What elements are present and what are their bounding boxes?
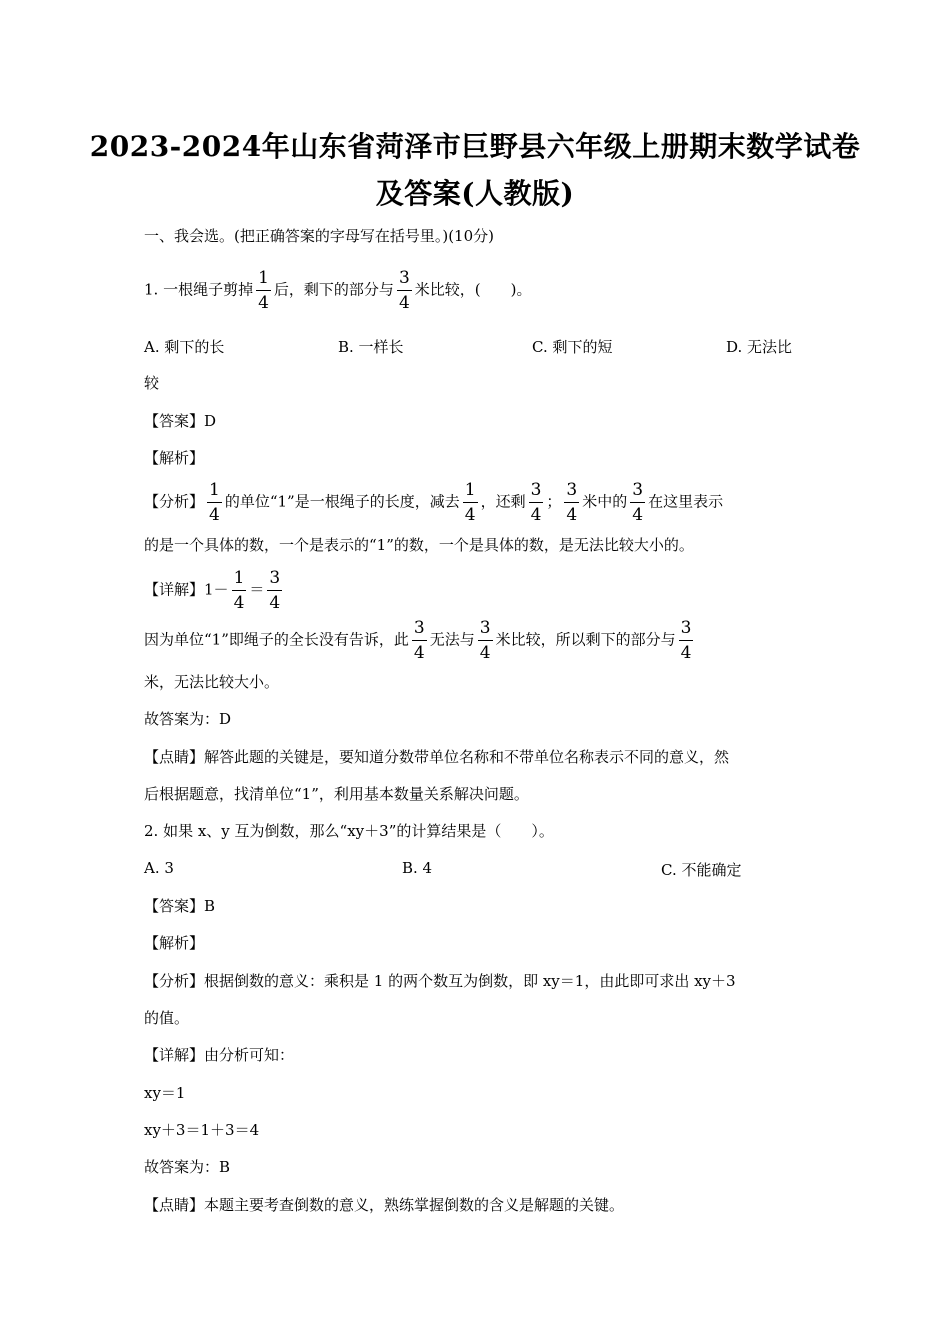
q2-option-b: B. 4 xyxy=(402,859,433,877)
fraction-denominator: 4 xyxy=(398,293,410,313)
q1-option-d-wrap: 较 xyxy=(144,374,160,392)
fraction-numerator: 3 xyxy=(479,618,491,638)
fraction-denominator: 4 xyxy=(632,505,644,525)
section-heading: 一、我会选。(把正确答案的字母写在括号里。)(10分) xyxy=(144,227,494,245)
q1-analysis-line-2: 的是一个具体的数，一个是表示的“1”的数，一个是具体的数，是无法比较大小的。 xyxy=(144,536,694,554)
fraction-denominator: 4 xyxy=(566,505,578,525)
q2-conclusion: 故答案为：B xyxy=(144,1158,231,1176)
q1-stem-prefix: 1. 一根绳子剪掉 xyxy=(144,280,254,299)
q1-conclusion: 故答案为：D xyxy=(144,710,232,728)
fraction-one-fourth xyxy=(207,480,222,525)
q2-option-a: A. 3 xyxy=(144,859,174,877)
fraction-one-fourth xyxy=(463,480,478,525)
fraction-numerator: 1 xyxy=(233,568,245,588)
q2-comment: 【点睛】本题主要考查倒数的意义，熟练掌握倒数的含义是解题的关键。 xyxy=(144,1196,625,1214)
q2-analysis-label: 【解析】 xyxy=(144,934,205,952)
fraction-numerator: 3 xyxy=(530,480,542,500)
fraction-one-fourth xyxy=(232,568,247,613)
fraction-denominator: 4 xyxy=(479,643,491,663)
fraction-three-fourths xyxy=(478,618,493,663)
q1-stem xyxy=(144,268,531,313)
fraction-numerator: 1 xyxy=(258,268,269,288)
q2-stem: 2. 如果 x、y 互为倒数，那么“xy＋3”的计算结果是（ ）。 xyxy=(144,822,554,840)
detail-text: ＝ xyxy=(249,580,265,599)
fraction-numerator: 1 xyxy=(209,480,220,500)
analysis-text: ； xyxy=(546,492,562,511)
detail-text: 米比较，所以剩下的部分与 xyxy=(495,630,676,649)
fraction-denominator: 4 xyxy=(464,505,476,525)
q1-answer: 【答案】D xyxy=(144,412,217,430)
detail-text: 1－ xyxy=(204,580,229,599)
fraction-numerator: 1 xyxy=(464,480,476,500)
document-title-line-1: 2023-2024年山东省菏泽市巨野县六年级上册期末数学试卷 xyxy=(89,130,861,163)
fraction-numerator: 3 xyxy=(632,480,644,500)
detail-text: 无法与 xyxy=(429,630,475,649)
fraction-three-fourths xyxy=(267,568,282,613)
q1-detail-line-1 xyxy=(144,568,285,613)
fraction-three-fourths xyxy=(564,480,579,525)
fraction-denominator: 4 xyxy=(209,505,220,525)
q1-analysis-line-1 xyxy=(144,480,723,525)
q1-comment-line-1: 【点睛】解答此题的关键是，要知道分数带单位名称和不带单位名称表示不同的意义，然 xyxy=(144,748,730,766)
fraction-numerator: 3 xyxy=(398,268,410,288)
fraction-three-fourths xyxy=(529,480,544,525)
detail-text: 因为单位“1”即绳子的全长没有告诉，此 xyxy=(144,630,409,649)
q1-comment-line-2: 后根据题意，找清单位“1”，利用基本数量关系解决问题。 xyxy=(144,785,529,803)
q1-analysis-label: 【解析】 xyxy=(144,449,205,467)
fraction-denominator: 4 xyxy=(269,593,281,613)
analysis-text: 在这里表示 xyxy=(648,492,724,511)
fraction-denominator: 4 xyxy=(233,593,245,613)
q1-option-c: C. 剩下的短 xyxy=(532,338,613,356)
q1-stem-suffix: 米比较，( )。 xyxy=(414,280,532,299)
fraction-numerator: 3 xyxy=(413,618,425,638)
detail-label: 【详解】 xyxy=(144,580,205,599)
fraction-denominator: 4 xyxy=(258,293,269,313)
fraction-three-fourths xyxy=(412,618,427,663)
q1-detail-line-3: 米，无法比较大小。 xyxy=(144,673,280,691)
q2-analysis-line-2: 的值。 xyxy=(144,1009,190,1027)
q2-option-c: C. 不能确定 xyxy=(661,861,742,879)
fraction-three-fourths xyxy=(397,268,412,313)
q2-detail-label: 【详解】由分析可知： xyxy=(144,1046,295,1064)
q2-step-2: xy＋3＝1＋3＝4 xyxy=(144,1121,260,1139)
fraction-numerator: 3 xyxy=(680,618,692,638)
q1-option-d: D. 无法比 xyxy=(726,338,793,356)
fraction-numerator: 3 xyxy=(566,480,578,500)
fraction-one-fourth xyxy=(256,268,271,313)
q1-detail-line-2 xyxy=(144,618,696,663)
fraction-three-fourths xyxy=(630,480,645,525)
q2-step-1: xy＝1 xyxy=(144,1084,186,1102)
document-title-line-2: 及答案(人教版) xyxy=(375,177,575,210)
analysis-text: 米中的 xyxy=(582,492,628,511)
fraction-three-fourths xyxy=(679,618,694,663)
fraction-denominator: 4 xyxy=(680,643,692,663)
fraction-denominator: 4 xyxy=(530,505,542,525)
q2-answer: 【答案】B xyxy=(144,897,216,915)
fraction-numerator: 3 xyxy=(269,568,281,588)
q1-option-a: A. 剩下的长 xyxy=(144,338,225,356)
analysis-text: 的单位“1”是一根绳子的长度，减去 xyxy=(224,492,460,511)
analysis-text: ，还剩 xyxy=(480,492,526,511)
q1-option-b: B. 一样长 xyxy=(338,338,404,356)
analysis-label: 【分析】 xyxy=(144,492,205,511)
q1-stem-middle: 后，剩下的部分与 xyxy=(273,280,394,299)
q2-analysis-line-1: 【分析】根据倒数的意义：乘积是 1 的两个数互为倒数，即 xy＝1，由此即可求出 xy＋3 xyxy=(144,972,736,990)
fraction-denominator: 4 xyxy=(413,643,425,663)
